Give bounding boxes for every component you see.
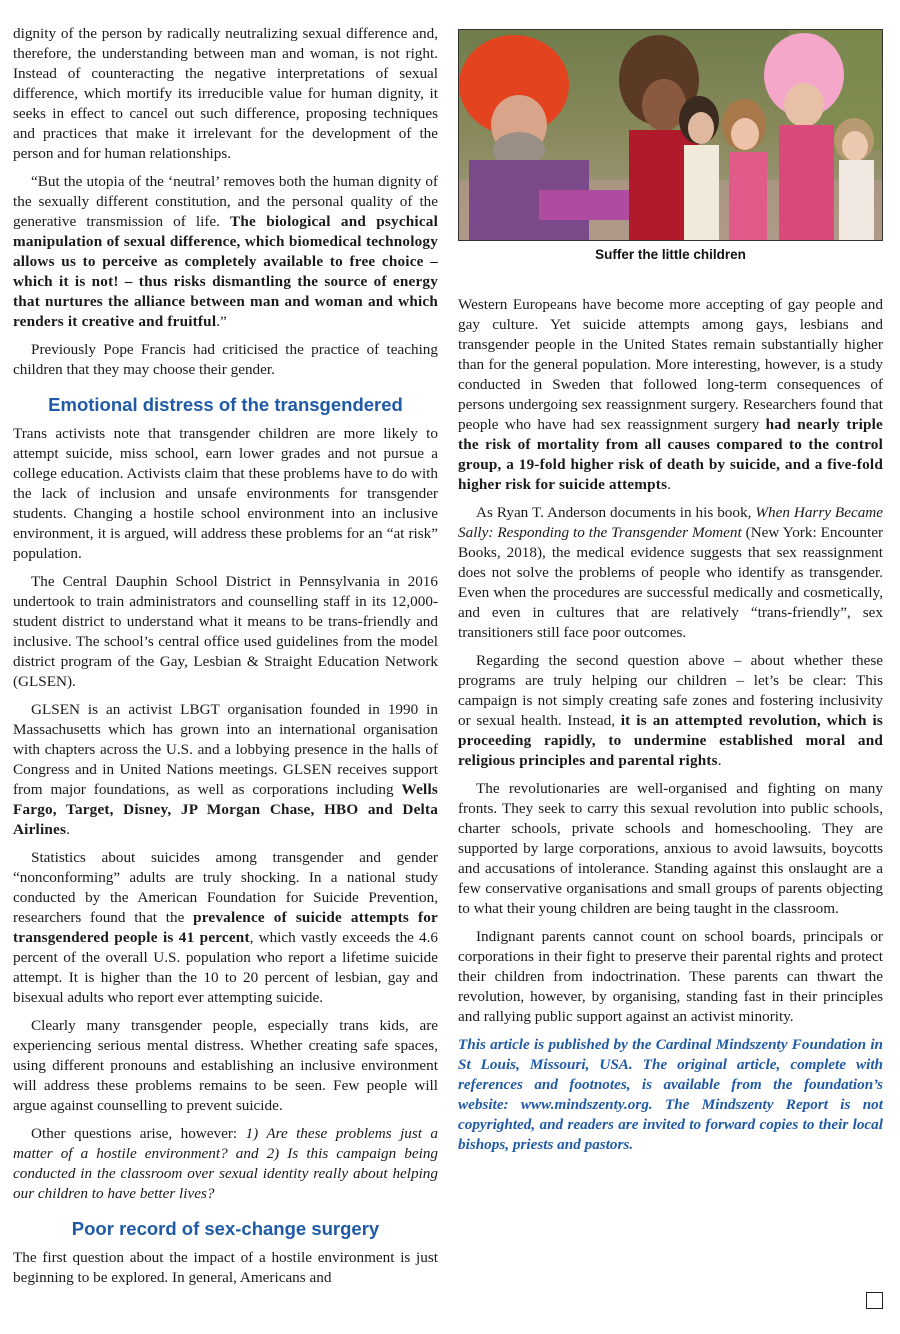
paragraph bbox=[458, 927, 883, 1027]
paragraph-text: Regarding the second question above – about whether these programs are truly helping our children – let’s be clear: This campaign is not simply creating safe zones and fostering inclusivity or sexual health. Instead, bbox=[458, 652, 883, 729]
photo-caption: Suffer the little children bbox=[595, 247, 746, 262]
paragraph-text: , which vastly exceeds the 4.6 percent of the overall U.S. population who report a lifetime suicide attempt. It is higher than the 10 to 20 percent of lesbian, gay and bisexual adults who report ever attempting suicide. bbox=[13, 929, 438, 1006]
book-title: When Harry Became Sally: Responding to the Transgender Moment bbox=[458, 504, 883, 541]
paragraph bbox=[13, 1248, 438, 1288]
empty-square-icon bbox=[866, 1292, 883, 1309]
bold-text: Wells Fargo, Target, Disney, JP Morgan Chase, HBO and Delta Airlines bbox=[13, 781, 438, 838]
paragraph bbox=[13, 848, 438, 1008]
paragraph bbox=[458, 779, 883, 919]
paragraph-text: (New York: Encounter Books, 2018), the medical evidence suggests that sex reassignment does not solve the problems of people who identify as transgender. Even when the procedures are successful medically and cosmetically, and even in cultures that are relatively “trans-friendly”, sex transitioners still face poor outcomes. bbox=[458, 524, 884, 641]
paragraph bbox=[13, 424, 438, 564]
paragraph-text: The Central Dauphin School District in Pennsylvania in 2016 undertook to train administrators and counselling staff in its 12,000-student district to understand what it means to be trans-friendly and inclusive. The school’s central office used guidelines from the model district program of the Gay, Lesbian & Straight Education Network (GLSEN). bbox=[13, 573, 438, 690]
paragraph bbox=[458, 503, 883, 643]
paragraph-text: The first question about the impact of a hostile environment is just beginning to be explored. In general, Americans and bbox=[13, 1249, 438, 1286]
paragraph-text: Previously Pope Francis had criticised the practice of teaching children that they may choose their gender. bbox=[13, 341, 438, 378]
paragraph bbox=[13, 24, 438, 164]
bold-text: prevalence of suicide attempts for transgendered people is 41 percent bbox=[13, 909, 438, 946]
paragraph-text: “But the utopia of the ‘neutral’ removes both the human dignity of the sexually different constitution, and the personal quality of the generative transmission of life. bbox=[13, 173, 438, 230]
spacer bbox=[458, 265, 883, 295]
paragraph-text: dignity of the person by radically neutralizing sexual difference and, therefore, the understanding between man and woman, is not right. Instead of counteracting the negative interpretations of sexual difference, which mortify its irreducible value for human dignity, it seeks in effect to cancel out such difference, proposing techniques and practices that make it irrelevant for the development of the person and for human relationships. bbox=[13, 25, 438, 162]
paragraph bbox=[13, 1124, 438, 1204]
paragraph-text: As Ryan T. Anderson documents in his book, bbox=[476, 504, 756, 521]
paragraph-text: .” bbox=[216, 313, 227, 330]
paragraph-text: Other questions arise, however: bbox=[31, 1125, 246, 1142]
paragraph-text: Western Europeans have become more accepting of gay people and gay culture. Yet suicide attempts among gays, lesbians and transgender people in the United States remain substantially higher than for the general population. More interesting, however, is a study conducted in Sweden that followed long-term consequences of persons undergoing sex reassignment surgery. Researchers found that people who have had sex reassignment surgery bbox=[458, 296, 883, 433]
paragraph bbox=[13, 172, 438, 332]
paragraph-text: . bbox=[66, 821, 70, 838]
paragraph-text: Clearly many transgender people, especially trans kids, are experiencing serious mental distress. Whether creating safe spaces, using different pronouns and establishing an inclusive environment will address these problems remains to be seen. Few people will argue against counselling to prevent suicide. bbox=[13, 1017, 438, 1114]
paragraph bbox=[13, 700, 438, 840]
bold-text: it is an attempted revolution, which is proceeding rapidly, to undermine established moral and religious principles and parental rights bbox=[458, 712, 884, 769]
paragraph bbox=[13, 340, 438, 380]
paragraph-text: The revolutionaries are well-organised and fighting on many fronts. They seek to carry this sexual revolution into public schools, charter schools, private schools and homeschooling. They are supported by large corporations, anxious to avoid lawsuits, boycotts and accusations of intolerance. Standing against this onslaught are a few conservative organisations and small groups of parents objecting to what their young children are being taught in the classroom. bbox=[458, 780, 883, 917]
publication-credit: This article is published by the Cardinal Mindszenty Foundation in St Louis, Missouri, USA. The original article, complete with references and footnotes, is available from the foundation’s website: www.mindszenty.org. The Mindszenty Report is not copyrighted, and readers are invited to forward copies to their local bishops, priests and pastors. bbox=[458, 1036, 883, 1153]
paragraph-text: . bbox=[717, 752, 722, 769]
paragraph bbox=[458, 651, 883, 771]
section-heading-poor-record: Poor record of sex-change surgery bbox=[71, 1218, 380, 1239]
paragraph bbox=[458, 295, 883, 495]
bold-text: had nearly triple the risk of mortality from all causes compared to the control group, a 19-fold higher risk of death by suicide, and a five-fold higher risk for suicide attempts bbox=[458, 416, 883, 493]
photo bbox=[458, 29, 883, 241]
bold-text: The biological and psychical manipulation of sexual difference, which biomedical technology allows us to perceive as completely available to free choice – which it is not! – thus risks dismantling the source of energy that nurtures the alliance between man and woman and which renders it creative and fruitful bbox=[13, 213, 438, 330]
paragraph bbox=[13, 572, 438, 692]
paragraph-text: GLSEN is an activist LBGT organisation founded in 1990 in Massachusetts which has grown into an international organisation with chapters across the U.S. and a lobbying presence in the halls of Congress and in United Nations meetings. GLSEN receives support from major foundations, as well as corporations including bbox=[13, 701, 438, 798]
photo-illustration bbox=[459, 30, 882, 240]
paragraph-text: Trans activists note that transgender children are more likely to attempt suicide, miss school, earn lower grades and not pursue a college education. Activists claim that these problems have to do with the lack of inclusion and unsafe environments for transgender students. Changing a hostile school environment into an inclusive environment, it is argued, will address these problems for an “at risk” population. bbox=[13, 425, 438, 562]
paragraph-text: Indignant parents cannot count on school boards, principals or corporations in their fight to preserve their parental rights and protect their children from indoctrination. These parents can thwart the revolution, however, by organising, standing fast in their principles and rallying public support against an activist minority. bbox=[458, 928, 883, 1025]
section-heading-emotional-distress: Emotional distress of the transgendered bbox=[48, 394, 403, 415]
paragraph-text: . bbox=[667, 476, 671, 493]
paragraph bbox=[13, 1016, 438, 1116]
italic-text: 1) Are these problems just a matter of a hostile environment? and 2) Is this campaign being conducted in the classroom over sexual identity really about helping our children to have better lives? bbox=[13, 1125, 439, 1202]
right-column bbox=[458, 24, 883, 1155]
left-column bbox=[13, 24, 438, 1296]
paragraph-text: Statistics about suicides among transgender and gender “nonconforming” adults are truly shocking. In a national study conducted by the American Foundation for Suicide Prevention, researchers found that the bbox=[13, 849, 438, 926]
